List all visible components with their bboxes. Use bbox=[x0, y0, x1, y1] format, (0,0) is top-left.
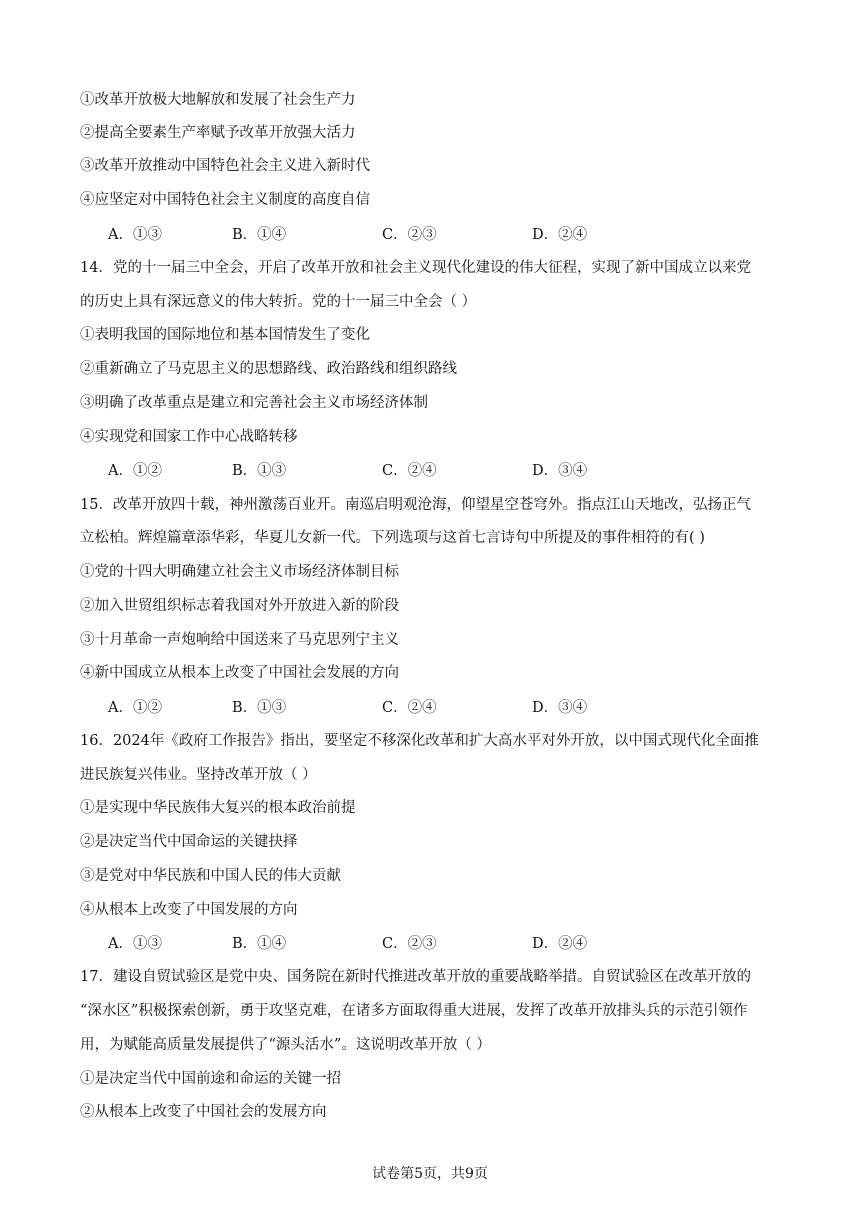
q13-statement-3: ③改革开放推动中国特色社会主义进入新时代 bbox=[80, 158, 370, 174]
q15-stem-line-1: 15．改革开放四十载，神州激荡百业开。南巡启明观沧海，仰望星空苍穹外。指点江山天地改，弘扬正气 bbox=[80, 497, 751, 513]
q14-option-b: B．①③ bbox=[232, 463, 287, 479]
q17-statement-1: ①是决定当代中国前途和命运的关键一招 bbox=[80, 1071, 341, 1087]
q17-stem-line-3: 用，为赋能高质量发展提供了“源头活水”。这说明改革开放（ ） bbox=[80, 1037, 491, 1053]
q17-stem-line-2: “深水区”积极探索创新，勇于攻坚克难，在诸多方面取得重大进展，发挥了改革开放排头兵的示范引领作 bbox=[80, 1003, 748, 1019]
q14-statement-1: ①表明我国的国际地位和基本国情发生了变化 bbox=[80, 327, 370, 343]
q14-statement-4: ④实现党和国家工作中心战略转移 bbox=[80, 429, 298, 445]
q14-option-a: A．①② bbox=[108, 463, 162, 479]
q13-option-c: C．②③ bbox=[382, 227, 437, 243]
q15-option-b: B．①③ bbox=[232, 700, 287, 716]
q15-statement-1: ①党的十四大明确建立社会主义市场经济体制目标 bbox=[80, 564, 399, 580]
q16-statement-1: ①是实现中华民族伟大复兴的根本政治前提 bbox=[80, 800, 356, 816]
q14-stem-line-2: 的历史上具有深远意义的伟大转折。党的十一届三中全会（ ） bbox=[80, 294, 477, 310]
q13-statement-2: ②提高全要素生产率赋予改革开放强大活力 bbox=[80, 125, 356, 141]
q16-statement-2: ②是决定当代中国命运的关键抉择 bbox=[80, 834, 298, 850]
q17-statement-2: ②从根本上改变了中国社会的发展方向 bbox=[80, 1104, 327, 1120]
q16-option-d: D．②④ bbox=[532, 936, 588, 952]
q13-option-b: B．①④ bbox=[232, 227, 287, 243]
q13-statement-4: ④应坚定对中国特色社会主义制度的高度自信 bbox=[80, 192, 370, 208]
q16-option-b: B．①④ bbox=[232, 936, 287, 952]
q15-statement-2: ②加入世贸组织标志着我国对外开放进入新的阶段 bbox=[80, 598, 399, 614]
q16-stem-line-2: 进民族复兴伟业。坚持改革开放（ ） bbox=[80, 767, 317, 783]
q17-stem-line-1: 17．建设自贸试验区是党中央、国务院在新时代推进改革开放的重要战略举措。自贸试验区在改革开放的 bbox=[80, 969, 751, 985]
q14-stem-line-1: 14．党的十一届三中全会，开启了改革开放和社会主义现代化建设的伟大征程，实现了新中国成立以来党 bbox=[80, 260, 751, 276]
q16-options bbox=[108, 934, 708, 954]
q13-option-d: D．②④ bbox=[532, 227, 588, 243]
q13-statement-1: ①改革开放极大地解放和发展了社会生产力 bbox=[80, 92, 356, 108]
q16-statement-4: ④从根本上改变了中国发展的方向 bbox=[80, 902, 298, 918]
q15-option-d: D．③④ bbox=[532, 700, 588, 716]
q13-option-a: A．①③ bbox=[108, 227, 162, 243]
q14-statement-2: ②重新确立了马克思主义的思想路线、政治路线和组织路线 bbox=[80, 361, 457, 377]
page-footer: 试卷第5页，共9页 bbox=[372, 1166, 488, 1182]
q16-statement-3: ③是党对中华民族和中国人民的伟大贡献 bbox=[80, 868, 341, 884]
q14-option-d: D．③④ bbox=[532, 463, 588, 479]
q13-options bbox=[108, 225, 708, 245]
q14-options bbox=[108, 461, 708, 481]
q14-statement-3: ③明确了改革重点是建立和完善社会主义市场经济体制 bbox=[80, 395, 428, 411]
q15-statement-4: ④新中国成立从根本上改变了中国社会发展的方向 bbox=[80, 665, 399, 681]
q15-option-c: C．②④ bbox=[382, 700, 437, 716]
q15-options bbox=[108, 698, 708, 718]
q14-option-c: C．②④ bbox=[382, 463, 437, 479]
q16-option-c: C．②③ bbox=[382, 936, 437, 952]
q15-option-a: A．①② bbox=[108, 700, 162, 716]
q16-option-a: A．①③ bbox=[108, 936, 162, 952]
q15-stem-line-2: 立松柏。辉煌篇章添华彩，华夏儿女新一代。下列选项与这首七言诗句中所提及的事件相符的有( ) bbox=[80, 530, 705, 546]
q16-stem-line-1: 16．2024年《政府工作报告》指出，要坚定不移深化改革和扩大高水平对外开放，以中国式现代化全面推 bbox=[80, 733, 759, 749]
q15-statement-3: ③十月革命一声炮响给中国送来了马克思列宁主义 bbox=[80, 632, 399, 648]
